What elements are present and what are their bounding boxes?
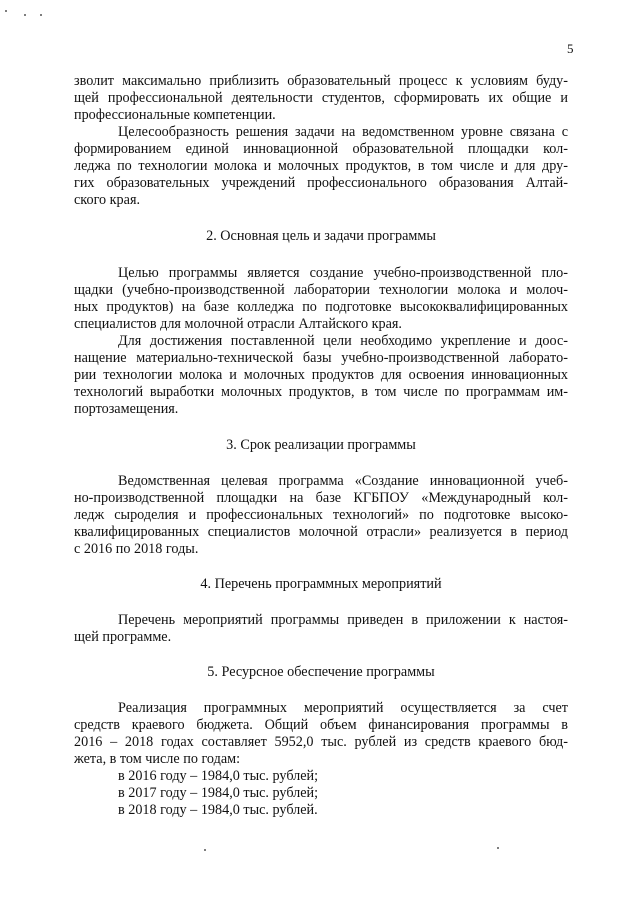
text-line: Ведомственная целевая программа «Создание инновационной учеб- — [118, 473, 568, 489]
text-line: щей программе. — [74, 629, 172, 645]
text-line: профессиональные компетенции. — [74, 107, 276, 123]
text-line: гих образовательных учреждений профессионального образования Алтай- — [74, 175, 568, 191]
funding-year-item: в 2017 году – 1984,0 тыс. рублей; — [118, 785, 319, 801]
text-line: ных продуктов) на базе колледжа по подготовке высококвалифицированных — [74, 299, 568, 315]
text-line: специалистов для молочной отрасли Алтайского края. — [74, 316, 402, 332]
text-line: ледж сыроделия и профессиональных технологий» по подготовке высоко- — [74, 507, 568, 523]
section-heading: 5. Ресурсное обеспечение программы — [207, 664, 435, 680]
text-line: леджа по технологии молока и молочных продуктов, в том числе и для дру- — [74, 158, 568, 174]
text-line: но-производственной площадки на базе КГБПОУ «Международный кол- — [74, 490, 568, 506]
section-heading: 2. Основная цель и задачи программы — [206, 228, 436, 244]
funding-year-item: в 2016 году – 1984,0 тыс. рублей; — [118, 768, 319, 784]
text-line: технологий выработки молочных продуктов, в том числе по программам им- — [74, 384, 568, 400]
funding-year-item: в 2018 году – 1984,0 тыс. рублей. — [118, 802, 318, 818]
section-heading: 3. Срок реализации программы — [226, 437, 416, 453]
text-line: Целесообразность решения задачи на ведомственном уровне связана с — [118, 124, 568, 140]
text-line: нащение материально-технической базы учебно-производственной лaбopaтo- — [74, 350, 568, 366]
page-number: 5 — [567, 41, 574, 56]
text-line: ского края. — [74, 192, 141, 208]
text-line: квалифицированных специалистов молочной отрасли» реализуется в период — [74, 524, 568, 540]
text-line: Перечень мероприятий программы приведен в приложении к настоя- — [118, 612, 568, 628]
text-line: рии технологии молока и молочных продуктов для освоения инновационных — [74, 367, 568, 383]
text-line: с 2016 по 2018 годы. — [74, 541, 199, 557]
text-line: средств краевого бюджета. Общий объем финансирования программы в — [74, 717, 568, 733]
text-line: Для достижения поставленной цели необходимо укрепление и доос- — [118, 333, 568, 349]
text-line: зволит максимально приблизить образовательный процесс к условиям буду- — [74, 73, 568, 89]
text-line: жета, в том числе по годам: — [74, 751, 241, 767]
text-line: Реализация программных мероприятий осуществляется за счет — [118, 700, 568, 716]
text-line: портозамещения. — [74, 401, 179, 417]
text-line: щей профессиональной деятельности студентов, сформировать их общие и — [74, 90, 568, 106]
text-line: щадки (учебно-производственной лаборатории технологии молока и молоч- — [74, 282, 568, 298]
text-line: формированием единой инновационной образовательной площадки кол- — [74, 141, 568, 157]
section-heading: 4. Перечень программных мероприятий — [200, 576, 442, 592]
text-line: 2016 – 2018 годах составляет 5952,0 тыс. рублей из средств краевого бюд- — [74, 734, 568, 750]
text-line: Целью программы является создание учебно-производственной пло- — [118, 265, 568, 281]
